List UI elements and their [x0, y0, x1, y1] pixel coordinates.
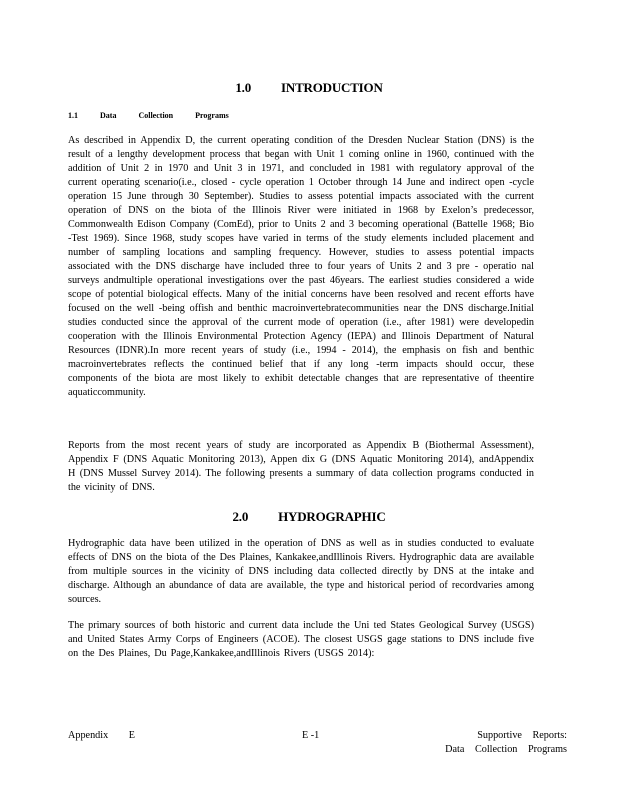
footer-report-title-line: Data Collection Programs — [445, 744, 567, 755]
footer-report-title — [445, 729, 567, 757]
subsection-heading — [68, 111, 251, 120]
section-title: INTRODUCTION — [281, 80, 383, 95]
paragraph-reports: Reports from the most recent years of study are incorporated as Appendix B (Biothermal Assessment), Appendix F (DNS Aquatic Monitoring 2013), Appen dix G (DNS Aquatic Monitoring 2014), andAppendix H (DNS Mussel Survey 2014). The following presents a summary of data collection programs conducted in the vicinity of DNS. — [68, 440, 534, 493]
paragraph-sources: The primary sources of both historic and current data include the Uni ted States Geological Survey (USGS) and United States Army Corps of Engineers (ACOE). The closest USGS gage stations to DNS include five on the Des Plaines, Du Page,Kankakee,andIllinois Rivers (USGS 2014): — [68, 620, 534, 659]
footer-appendix-label: Appendix E — [68, 730, 135, 741]
paragraph-introduction: As described in Appendix D, the current operating condition of the Dresden Nuclear Station (DNS) is the result of a lengthy development process that began with Unit 1 coming online in 1960, continued with the addition of Unit 2 in 1970 and Unit 3 in 1971, and concluded in 1981 with regulatory approval of the current operating scenario(i.e., closed - cycle operation 1 October through 14 June and indirect open -cycle operation 15 June through 30 September). Studies to assess potential impacts associated with the current operation of DNS on the biota of the Illinois River were initiated in 1968 by Exelon’s predecessor, Commonwealth Edison Company (ComEd), prior to Units 2 and 3 becoming operational (Battelle 1968; Bio -Test 1969). Since 1968, study scopes have varied in terms of the study elements included placement and number of sampling locations and sampling frequency. However, studies to assess potential impacts associated with the DNS discharge have included three to four years of Units 2 and 3 pre - operatio nal surveys andmultiple operational investigations over the past 46years. The earliest studies considered a wide scope of potential biological effects. Many of the initial concerns have been resolved and recent efforts have focused on the well -being offish and benthic macroinvertebratecommunities near the DNS discharge.Initial studies conducted since the approval of the current mode of operation (i.e., after 1981) were developedin cooperation with the Illinois Environmental Protection Agency (IEPA) and Illinois Department of Natural Resources (IDNR).In more recent years of study (i.e., 1994 - 2014), the emphasis on fish and benthic macroinvertebrates reflects the continued belief that if any long -term impacts should occur, these components of the biota are most likely to exhibit detectable changes that are representative of theentire aquaticcommunity. — [68, 135, 534, 398]
section-number: 1.0 — [235, 80, 252, 95]
section-number: 2.0 — [232, 509, 249, 524]
section-heading-hydrographic — [0, 509, 618, 525]
subsection-number: 1.1 — [68, 111, 78, 120]
section-heading-introduction — [0, 80, 618, 96]
subsection-word: Collection — [138, 111, 174, 120]
paragraph-hydrographic: Hydrographic data have been utilized in the operation of DNS as well as in studies conducted to evaluate effects of DNS on the biota of the Des Plaines, Kankakee,andIllinois Rivers. Hydrographic data are available from multiple sources in the vicinity of DNS including data collected directly by DNS at the intake and discharge. Although an abundance of data are available, the type and historical period of recordvaries among sources. — [68, 538, 534, 605]
footer-page-number: E -1 — [302, 730, 320, 741]
subsection-word: Programs — [195, 111, 229, 120]
footer-report-title-line: Supportive Reports: — [477, 730, 567, 741]
subsection-word: Data — [100, 111, 117, 120]
section-title: HYDROGRAPHIC — [278, 509, 386, 524]
